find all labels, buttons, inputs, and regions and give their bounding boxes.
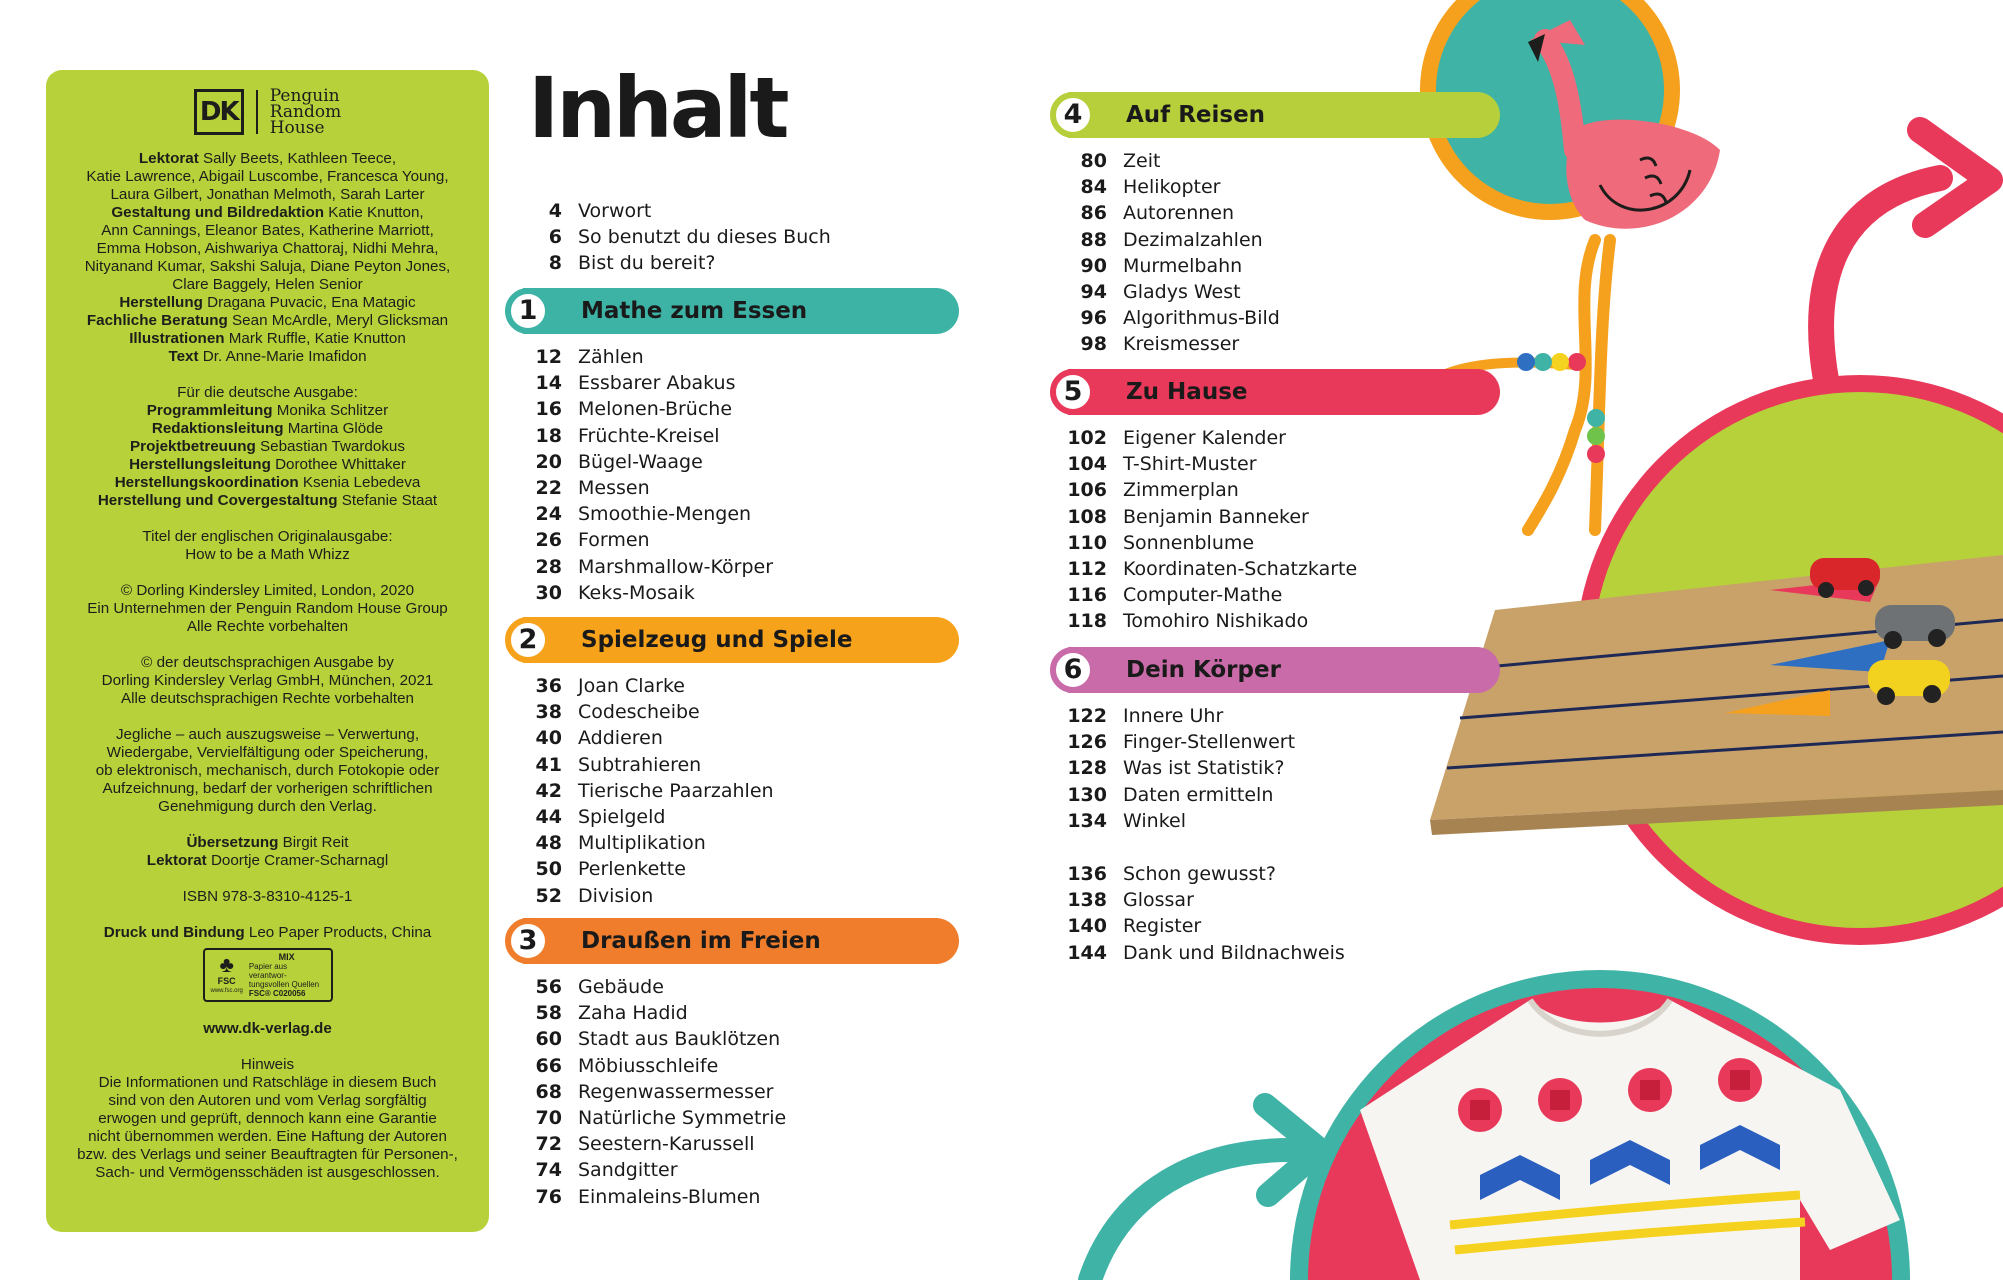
toc-entry-title: Früchte-Kreisel — [578, 424, 720, 447]
imprint-line: Titel der englischen Originalausgabe: — [142, 528, 393, 545]
toc-entry-title: T-Shirt-Muster — [1123, 453, 1257, 476]
toc-page-number: 44 — [535, 806, 562, 828]
dk-logo: DK — [194, 89, 244, 135]
toc-entry[interactable] — [505, 752, 701, 778]
section-number-badge: 6 — [1050, 647, 1096, 693]
imprint-line: © der deutschsprachigen Ausgabe by — [141, 654, 394, 671]
toc-entry-title: Tomohiro Nishikado — [1123, 610, 1309, 633]
toc-page-number: 118 — [1067, 610, 1107, 633]
toc-entry-title: Sonnenblume — [1123, 531, 1255, 554]
toc-entry-title: Möbiusschleife — [578, 1054, 719, 1077]
toc-entry[interactable] — [505, 224, 831, 250]
toc-entry-title: Tierische Paarzahlen — [578, 779, 774, 802]
toc-page-number: 126 — [1067, 731, 1107, 754]
toc-entry[interactable] — [1050, 451, 1257, 477]
toc-entry-title: Dezimalzahlen — [1123, 228, 1263, 251]
toc-entry-title: Regenwassermesser — [578, 1080, 774, 1103]
section-title: Mathe zum Essen — [581, 298, 808, 324]
toc-page-number: 128 — [1067, 757, 1107, 780]
toc-page-number: 58 — [535, 1002, 562, 1025]
toc-entry[interactable] — [505, 580, 695, 606]
imprint-line: Die Informationen und Ratschläge in diesem Buch — [98, 1074, 437, 1091]
section-number-badge: 2 — [505, 617, 551, 663]
toc-entry-title: Sandgitter — [578, 1159, 678, 1182]
toc-entry-title: Helikopter — [1123, 176, 1221, 199]
imprint-line: Clare Baggely, Helen Senior — [172, 276, 363, 293]
logo-divider — [256, 90, 258, 134]
imprint-line: Jegliche – auch auszugsweise – Verwertung, — [115, 726, 420, 743]
toc-page-number: 40 — [535, 727, 562, 750]
rights-block — [62, 726, 473, 816]
toc-page-number: 98 — [1080, 333, 1107, 356]
toc-entry-title: Marshmallow-Körper — [578, 555, 774, 578]
toc-entry[interactable] — [505, 1131, 755, 1157]
toc-page-number: 130 — [1067, 783, 1107, 806]
toc-entry-title: Was ist Statistik? — [1123, 757, 1285, 780]
toc-entry[interactable] — [505, 883, 653, 909]
toc-entry[interactable] — [1050, 530, 1254, 556]
toc-entry[interactable] — [505, 449, 703, 475]
toc-page-number: 42 — [535, 779, 562, 802]
imprint-line: Emma Hobson, Aishwariya Chattoraj, Nidhi Mehra, — [96, 240, 439, 257]
toc-page-number: 88 — [1080, 228, 1107, 251]
toc-entry-title: Perlenkette — [578, 858, 686, 881]
imprint-line: Wiedergabe, Vervielfältigung oder Speicherung, — [106, 744, 429, 761]
imprint-line: Dorling Kindersley Verlag GmbH, München, 2021 — [101, 672, 434, 689]
toc-entry-title: Seestern-Karussell — [578, 1133, 755, 1156]
toc-entry-title: Zimmerplan — [1123, 479, 1239, 502]
toc-entry[interactable] — [505, 725, 663, 751]
toc-entry-title: Spielgeld — [578, 806, 666, 828]
toc-entry-title: Zaha Hadid — [578, 1002, 688, 1025]
toc-page-number: 18 — [535, 424, 562, 447]
imprint-line: Herstellung Dragana Puvacic, Ena Matagic — [119, 294, 416, 311]
toc-entry[interactable] — [505, 501, 751, 527]
toc-page-number: 80 — [1080, 150, 1107, 172]
toc-page-number: 60 — [535, 1028, 562, 1051]
toc-entry-title: Formen — [578, 529, 650, 552]
toc-page-number: 72 — [535, 1133, 562, 1156]
toc-page-number: 36 — [535, 675, 562, 697]
toc-entry-title: Bügel-Waage — [578, 450, 703, 473]
imprint-panel — [46, 70, 489, 1232]
imprint-line: nicht übernommen werden. Eine Haftung der Autoren — [88, 1128, 447, 1145]
toc-page-number: 48 — [535, 832, 562, 855]
toc-page-number: 41 — [535, 753, 562, 776]
toc-entry[interactable] — [505, 830, 706, 856]
copyright-de-block — [62, 654, 473, 708]
toc-entry[interactable] — [505, 1079, 773, 1105]
imprint-line: Lektorat Doortje Cramer-Scharnagl — [146, 852, 389, 869]
toc-entry-title: Messen — [578, 477, 650, 499]
toc-entry[interactable] — [505, 673, 685, 699]
credits-block — [62, 150, 473, 366]
toc-entry[interactable] — [505, 1026, 780, 1052]
toc-page-number: 52 — [535, 884, 562, 907]
toc-entry[interactable] — [505, 475, 650, 501]
toc-page-number: 24 — [535, 503, 562, 526]
imprint-line: Gestaltung und Bildredaktion Katie Knutton, — [111, 204, 424, 221]
toc-entry-title: Subtrahieren — [578, 753, 702, 776]
toc-page-number: 96 — [1080, 307, 1107, 330]
toc-page-number: 14 — [535, 372, 562, 395]
section-number-badge: 3 — [505, 918, 551, 964]
imprint-line: Aufzeichnung, bedarf der vorherigen schriftlichen — [102, 780, 433, 797]
imprint-line: Projektbetreuung Sebastian Twardokus — [130, 438, 405, 455]
toc-page-number: 106 — [1067, 479, 1107, 502]
toc-entry[interactable] — [1050, 504, 1309, 530]
imprint-line: Programmleitung Monika Schlitzer — [146, 402, 389, 419]
toc-page-number: 26 — [535, 529, 562, 552]
toc-page-number: 74 — [535, 1159, 562, 1182]
toc-entry[interactable] — [1050, 331, 1239, 357]
toc-entry[interactable] — [1050, 703, 1223, 729]
toc-entry[interactable] — [505, 699, 700, 725]
toc-entry-title: Benjamin Banneker — [1123, 505, 1309, 528]
toc-entry[interactable] — [1050, 477, 1239, 503]
toc-page-number: 122 — [1067, 705, 1107, 727]
imprint-line: Genehmigung durch den Verlag. — [158, 798, 377, 815]
toc-entry-title: Koordinaten-Schatzkarte — [1123, 558, 1358, 580]
imprint-line: Laura Gilbert, Jonathan Melmoth, Sarah Larter — [110, 186, 425, 203]
section-number-badge: 5 — [1050, 369, 1096, 415]
toc-entry-title: Zählen — [578, 346, 644, 368]
imprint-line: Redaktionsleitung Martina Glöde — [151, 420, 384, 437]
toc-page-number: 94 — [1080, 281, 1107, 303]
imprint-line: Für die deutsche Ausgabe: — [177, 384, 358, 401]
toc-entry-title: Autorennen — [1123, 202, 1235, 225]
toc-entry[interactable] — [1050, 556, 1357, 582]
imprint-line: Ein Unternehmen der Penguin Random House Group — [87, 600, 448, 617]
imprint-line: Herstellungsleitung Dorothee Whittaker — [129, 456, 406, 473]
toc-entry-title: Eigener Kalender — [1123, 427, 1286, 449]
toc-entry[interactable] — [1050, 913, 1201, 939]
toc-entry-title: Computer-Mathe — [1123, 584, 1283, 607]
imprint-line: Text Dr. Anne-Marie Imafidon — [168, 348, 367, 365]
toc-page-number: 38 — [535, 701, 562, 724]
imprint-line: ob elektronisch, mechanisch, durch Fotokopie oder — [95, 762, 440, 779]
toc-entry-title: Winkel — [1123, 809, 1186, 832]
toc-entry[interactable] — [505, 198, 651, 224]
toc-page-number: 28 — [535, 555, 562, 578]
section-title: Draußen im Freien — [581, 928, 821, 954]
toc-entry-title: Keks-Mosaik — [578, 581, 695, 604]
page-title: Inhalt — [528, 59, 787, 157]
toc-entry-title: Addieren — [578, 727, 663, 750]
imprint-line: Nityanand Kumar, Sakshi Saluja, Diane Peyton Jones, — [84, 258, 451, 275]
toc-page-number: 6 — [548, 226, 562, 249]
imprint-line: Alle deutschsprachigen Rechte vorbehalten — [121, 690, 414, 707]
penguin-random-house-logo: Penguin Random House — [269, 86, 342, 138]
toc-entry-title: Codescheibe — [578, 701, 700, 724]
imprint-line: Herstellung und Covergestaltung Stefanie Staat — [97, 492, 438, 509]
toc-entry[interactable] — [505, 1105, 786, 1131]
toc-entry[interactable] — [1050, 729, 1295, 755]
toc-page-number: 12 — [535, 346, 562, 368]
copyright-uk-block — [62, 582, 473, 636]
imprint-line: Fachliche Beratung Sean McArdle, Meryl Glicksman — [86, 312, 449, 329]
toc-page-number: 20 — [535, 450, 562, 473]
toc-entry-title: Gebäude — [578, 976, 664, 998]
imprint-line: erwogen und geprüft, dennoch kann eine Garantie — [98, 1110, 437, 1127]
toc-entry[interactable] — [1050, 174, 1221, 200]
imprint-line: Sach- und Vermögensschäden ist ausgeschlossen. — [95, 1164, 440, 1181]
toc-entry[interactable] — [1050, 582, 1282, 608]
imprint-line: Übersetzung Birgit Reit — [186, 834, 349, 851]
toc-page-number: 16 — [535, 398, 562, 421]
toc-entry-title: Finger-Stellenwert — [1123, 731, 1296, 754]
toc-entry[interactable] — [1050, 861, 1276, 887]
toc-entry-title: Gladys West — [1123, 281, 1241, 303]
toc-page-number: 8 — [548, 252, 562, 275]
toc-entry[interactable] — [505, 554, 773, 580]
toc-entry[interactable] — [505, 1184, 760, 1210]
toc-entry[interactable] — [505, 344, 644, 370]
toc-page-number: 86 — [1080, 202, 1107, 225]
imprint-line: Alle Rechte vorbehalten — [186, 618, 349, 635]
toc-page-number: 116 — [1067, 584, 1107, 607]
toc-entry-title: Kreismesser — [1123, 333, 1240, 356]
toc-page-number: 112 — [1067, 558, 1107, 580]
toc-entry[interactable] — [1050, 755, 1284, 781]
toc-entry[interactable] — [505, 778, 774, 804]
imprint-line: Ann Cannings, Eleanor Bates, Katherine Marriott, — [101, 222, 434, 239]
toc-entry[interactable] — [1050, 608, 1308, 634]
toc-page-number: 56 — [535, 976, 562, 998]
toc-entry-title: Joan Clarke — [578, 675, 685, 697]
toc-entry[interactable] — [505, 1053, 718, 1079]
toc-entry[interactable] — [1050, 305, 1280, 331]
toc-page-number: 110 — [1067, 531, 1107, 554]
toc-entry-title: Einmaleins-Blumen — [578, 1185, 761, 1208]
imprint-line: How to be a Math Whizz — [185, 546, 350, 563]
isbn: ISBN 978-3-8310-4125-1 — [182, 888, 353, 905]
publisher-logo — [62, 88, 473, 136]
section-title: Spielzeug und Spiele — [581, 627, 853, 653]
curved-arrow-icon-bottom — [1090, 1150, 1290, 1280]
toc-page-number: 136 — [1067, 863, 1107, 885]
section-number-badge: 4 — [1050, 92, 1096, 138]
toc-page-number: 102 — [1067, 427, 1107, 449]
toc-entry[interactable] — [505, 856, 686, 882]
toc-entry[interactable] — [1050, 425, 1286, 451]
toc-entry-title: Glossar — [1123, 889, 1194, 912]
toc-entry[interactable] — [1050, 148, 1160, 174]
toc-entry-title: Vorwort — [578, 200, 652, 222]
fsc-label: ♣ FSC www.fsc.org MIX Papier aus verantwor-tungsvollen Quellen FSC® C020056 — [203, 948, 333, 1002]
toc-page-number: 144 — [1067, 941, 1107, 964]
translation-block — [62, 834, 473, 870]
toc-entry-title: Dank und Bildnachweis — [1123, 941, 1345, 964]
toc-page-number: 68 — [535, 1080, 562, 1103]
toc-entry-title: Natürliche Symmetrie — [578, 1107, 787, 1129]
toc-entry-title: Division — [578, 884, 654, 907]
toc-entry-title: So benutzt du dieses Buch — [578, 226, 831, 249]
toc-entry[interactable] — [1050, 808, 1186, 834]
toc-entry-title: Essbarer Abakus — [578, 372, 736, 395]
toc-entry[interactable] — [505, 370, 736, 396]
toc-page-number: 138 — [1067, 889, 1107, 912]
toc-page-number: 4 — [548, 200, 562, 222]
imprint-line: sind von den Autoren und vom Verlag sorgfältig — [108, 1092, 427, 1109]
toc-entry-title: Schon gewusst? — [1123, 863, 1276, 885]
imprint-line: © Dorling Kindersley Limited, London, 2020 — [120, 582, 415, 599]
toc-entry-title: Innere Uhr — [1123, 705, 1224, 727]
toc-entry-title: Murmelbahn — [1123, 254, 1243, 277]
toc-entry[interactable] — [505, 1000, 688, 1026]
toc-entry-title: Melonen-Brüche — [578, 398, 733, 421]
toc-page-number: 76 — [535, 1185, 562, 1208]
toc-page-number: 66 — [535, 1054, 562, 1077]
section-title: Auf Reisen — [1126, 102, 1266, 128]
toc-page-number: 70 — [535, 1107, 562, 1129]
section-title: Dein Körper — [1126, 657, 1281, 683]
toc-entry-title: Smoothie-Mengen — [578, 503, 752, 526]
imprint-line: Illustrationen Mark Ruffle, Katie Knutton — [129, 330, 406, 347]
toc-entry[interactable] — [505, 250, 716, 276]
german-edition-block — [62, 384, 473, 510]
toc-entry[interactable] — [505, 974, 664, 1000]
original-title-block — [62, 528, 473, 564]
toc-entry[interactable] — [1050, 200, 1234, 226]
fsc-tree-icon: ♣ FSC www.fsc.org — [210, 952, 243, 994]
imprint-line: Lektorat Sally Beets, Kathleen Teece, — [138, 150, 397, 167]
toc-entry[interactable] — [1050, 279, 1241, 305]
toc-entry-title: Multiplikation — [578, 832, 706, 855]
toc-entry[interactable] — [1050, 253, 1242, 279]
toc-entry[interactable] — [505, 396, 732, 422]
toc-page-number: 134 — [1067, 809, 1107, 832]
toc-page-number: 22 — [535, 477, 562, 499]
toc-entry-title: Stadt aus Bauklötzen — [578, 1028, 781, 1051]
toc-page-number: 84 — [1080, 176, 1107, 199]
toc-entry-title: Zeit — [1123, 150, 1161, 172]
toc-page-number: 50 — [535, 858, 562, 881]
toc-entry-title: Algorithmus-Bild — [1123, 307, 1280, 330]
toc-page-number: 108 — [1067, 505, 1107, 528]
print-credit: Druck und Bindung Leo Paper Products, China — [103, 924, 432, 941]
imprint-line: bzw. des Verlags und seiner Beauftragten für Personen-, — [77, 1146, 458, 1163]
toc-entry[interactable] — [1050, 940, 1345, 966]
toc-entry[interactable] — [1050, 782, 1273, 808]
toc-entry[interactable] — [1050, 227, 1263, 253]
toc-page-number: 90 — [1080, 254, 1107, 277]
toc-entry-title: Daten ermitteln — [1123, 783, 1274, 806]
toc-page-number: 30 — [535, 581, 562, 604]
toc-page-number: 104 — [1067, 453, 1107, 476]
toc-page-number: 140 — [1067, 915, 1107, 938]
toc-entry[interactable] — [505, 1157, 678, 1183]
website-link[interactable]: www.dk-verlag.de — [203, 1020, 332, 1037]
toc-entry[interactable] — [505, 423, 720, 449]
toc-entry[interactable] — [505, 527, 650, 553]
toc-entry-title: Bist du bereit? — [578, 252, 716, 275]
toc-entry-title: Register — [1123, 915, 1202, 938]
toc-entry[interactable] — [505, 804, 665, 830]
imprint-line: Katie Lawrence, Abigail Luscombe, Francesca Young, — [86, 168, 449, 185]
notice-title: Hinweis — [240, 1056, 295, 1073]
section-title: Zu Hause — [1126, 379, 1248, 405]
section-number-badge: 1 — [505, 288, 551, 334]
imprint-line: Herstellungskoordination Ksenia Lebedeva — [114, 474, 421, 491]
toc-entry[interactable] — [1050, 887, 1194, 913]
notice-block — [62, 1074, 473, 1182]
